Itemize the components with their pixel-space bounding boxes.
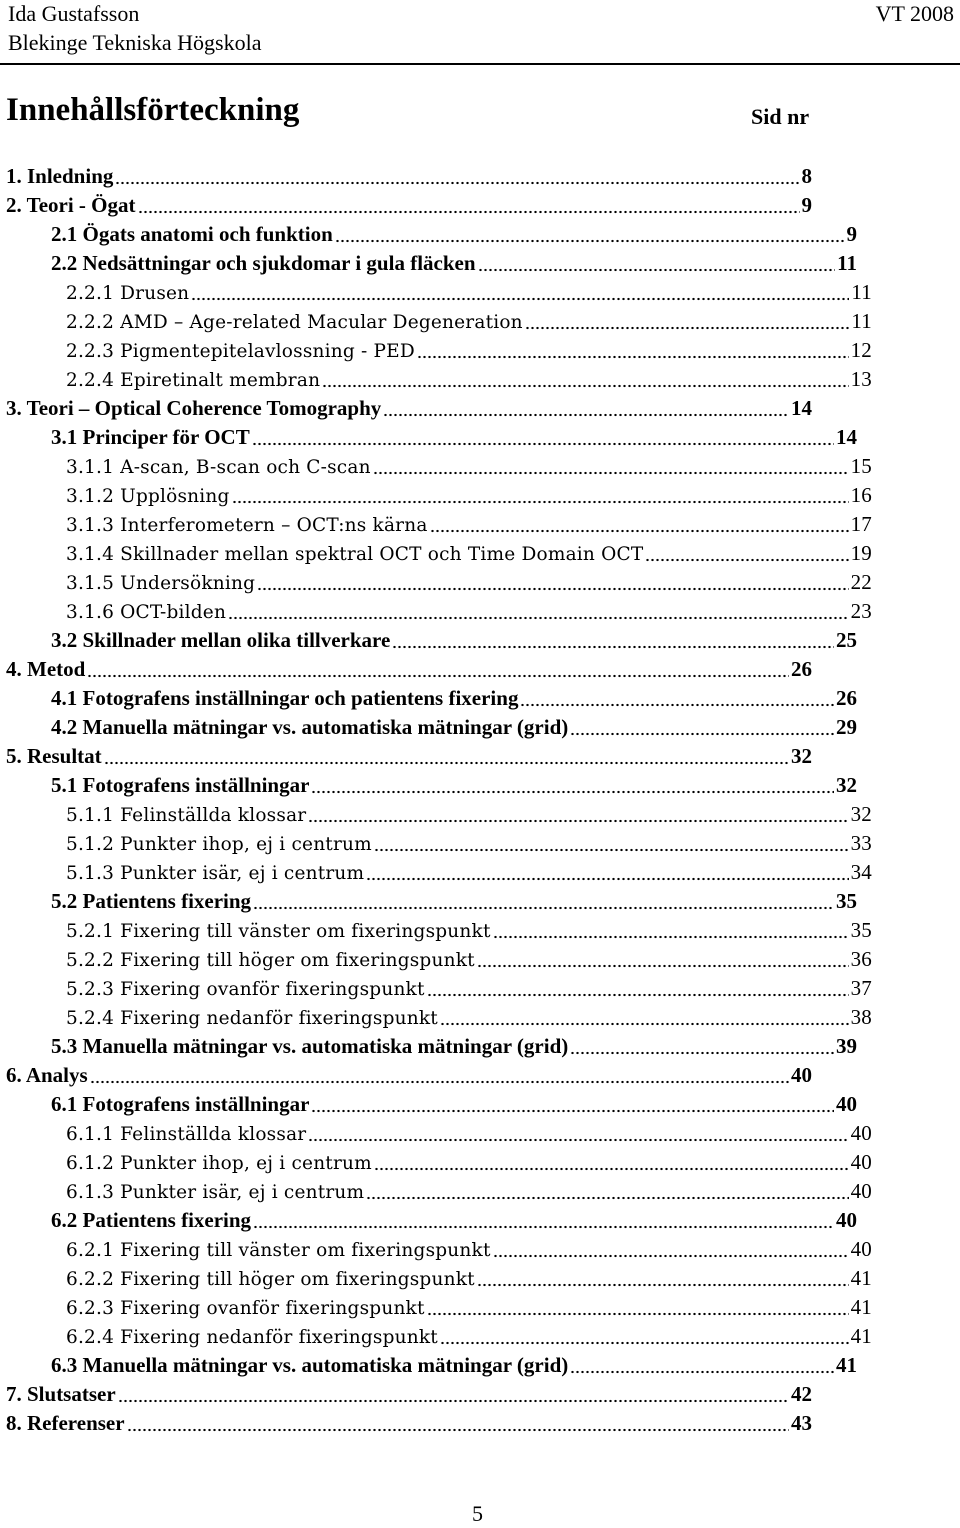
toc-entry[interactable]: [0, 510, 872, 539]
toc-dot-leader: [525, 312, 850, 330]
toc-entry-page: 14: [836, 425, 857, 449]
toc-entry[interactable]: [0, 945, 872, 974]
toc-dot-leader: [427, 979, 849, 997]
toc-entry[interactable]: [0, 829, 872, 858]
toc-dot-leader: [570, 1356, 834, 1374]
toc-dot-leader: [104, 747, 789, 765]
toc-entry[interactable]: [0, 249, 857, 278]
toc-entry-page: 14: [791, 396, 812, 420]
toc-entry-label: 5.2 Patientens fixering: [51, 889, 252, 913]
toc-dot-leader: [520, 689, 834, 707]
toc-dot-leader: [191, 283, 849, 301]
toc-dot-leader: [570, 718, 834, 736]
toc-entry[interactable]: [0, 1409, 812, 1438]
toc-entry[interactable]: [0, 452, 872, 481]
header-term: VT 2008: [875, 1, 954, 26]
toc-entry[interactable]: [0, 278, 872, 307]
toc-entry[interactable]: [0, 191, 812, 220]
toc-entry-label: 6.1 Fotografens inställningar: [51, 1092, 310, 1116]
toc-entry-page: 40: [850, 1121, 872, 1145]
toc-entry-label: 2.2 Nedsättningar och sjukdomar i gula fläcken: [51, 251, 476, 275]
toc-entry[interactable]: [0, 220, 857, 249]
toc-entry-page: 43: [791, 1411, 812, 1435]
toc-entry-label: 3.1 Principer för OCT: [51, 425, 250, 449]
toc-entry[interactable]: [0, 800, 872, 829]
toc-entry-page: 39: [836, 1034, 857, 1058]
toc-entry[interactable]: [0, 539, 872, 568]
toc-dot-leader: [118, 1385, 789, 1403]
toc-entry-label: 2.2.3 Pigmentepitelavlossning - PED: [66, 341, 415, 362]
toc-entry-page: 15: [850, 454, 872, 478]
toc-entry-label: 3.1.1 A-scan, B-scan och C-scan: [66, 457, 371, 478]
toc-dot-leader: [253, 892, 834, 910]
toc-dot-leader: [373, 457, 849, 475]
toc-entry-page: 35: [850, 918, 872, 942]
toc-dot-leader: [311, 1095, 834, 1113]
toc-entry-label: 5.1.3 Punkter isär, ej i centrum: [66, 863, 365, 884]
toc-dot-leader: [417, 341, 849, 359]
toc-entry[interactable]: [0, 916, 872, 945]
toc-dot-leader: [374, 834, 849, 852]
toc-dot-leader: [477, 950, 849, 968]
toc-entry-label: 5.2.3 Fixering ovanför fixeringspunkt: [66, 979, 425, 1000]
toc-entry-page: 11: [837, 251, 857, 275]
toc-entry-label: 6.2.3 Fixering ovanför fixeringspunkt: [66, 1298, 425, 1319]
toc-entry[interactable]: [0, 1293, 872, 1322]
toc-dot-leader: [228, 602, 849, 620]
toc-entry-page: 23: [850, 599, 872, 623]
toc-dot-leader: [87, 660, 789, 678]
toc-entry[interactable]: [0, 1032, 857, 1061]
toc-entry-label: 3.1.2 Upplösning: [66, 486, 230, 507]
toc-dot-leader: [477, 1269, 849, 1287]
toc-entry-page: 32: [850, 802, 872, 826]
toc-entry[interactable]: [0, 1003, 872, 1032]
toc-dot-leader: [115, 167, 799, 185]
toc-entry[interactable]: [0, 162, 812, 191]
toc-entry-page: 38: [850, 1005, 872, 1029]
toc-entry-page: 32: [791, 744, 812, 768]
toc-entry-page: 34: [850, 860, 872, 884]
toc-entry-label: 5. Resultat: [6, 744, 102, 768]
toc-entry-label: 3.1.3 Interferometern – OCT:ns kärna: [66, 515, 428, 536]
toc-dot-leader: [392, 631, 834, 649]
toc-entry-label: 7. Slutsatser: [6, 1382, 116, 1406]
toc-entry[interactable]: [0, 1061, 812, 1090]
toc-entry-page: 13: [850, 367, 872, 391]
toc-entry-page: 12: [850, 338, 872, 362]
toc-entry-page: 40: [850, 1237, 872, 1261]
toc-entry-label: 8. Referenser: [6, 1411, 125, 1435]
toc-entry[interactable]: [0, 1351, 857, 1380]
toc-entry-page: 17: [850, 512, 872, 536]
toc-entry[interactable]: [0, 1206, 857, 1235]
header-divider: [0, 63, 960, 65]
page-number: 5: [472, 1501, 483, 1526]
toc-entry-label: 5.2.4 Fixering nedanför fixeringspunkt: [66, 1008, 438, 1029]
toc-entry-page: 11: [851, 280, 872, 304]
toc-entry[interactable]: [0, 365, 872, 394]
toc-entry-label: 6.2.1 Fixering till vänster om fixeringspunkt: [66, 1240, 491, 1261]
header-author: Ida Gustafsson: [8, 1, 140, 26]
toc-dot-leader: [138, 196, 800, 214]
toc-entry-page: 40: [836, 1208, 857, 1232]
toc-entry[interactable]: [0, 742, 812, 771]
toc-entry[interactable]: [0, 336, 872, 365]
toc-entry-page: 41: [850, 1295, 872, 1319]
toc-entry-page: 25: [836, 628, 857, 652]
toc-entry[interactable]: [0, 655, 812, 684]
toc-entry[interactable]: [0, 771, 857, 800]
toc-entry-label: 4. Metod: [6, 657, 86, 681]
toc-entry-label: 6.2.2 Fixering till höger om fixeringspunkt: [66, 1269, 475, 1290]
toc-entry-label: 3.1.6 OCT-bilden: [66, 602, 227, 623]
toc-entry-label: 2.2.2 AMD – Age-related Macular Degeneration: [66, 312, 523, 333]
toc-entry[interactable]: [0, 1380, 812, 1409]
toc-entry-page: 41: [836, 1353, 857, 1377]
toc-dot-leader: [127, 1414, 789, 1432]
page-column-label: Sid nr: [751, 104, 810, 129]
toc-dot-leader: [430, 515, 849, 533]
toc-entry-page: 8: [801, 164, 812, 188]
toc-entry-page: 32: [836, 773, 857, 797]
toc-entry-label: 1. Inledning: [6, 164, 114, 188]
toc-dot-leader: [427, 1298, 849, 1316]
toc-dot-leader: [308, 1124, 848, 1142]
toc-entry[interactable]: [0, 481, 872, 510]
toc-dot-leader: [311, 776, 834, 794]
toc-entry-label: 6. Analys: [6, 1063, 88, 1087]
toc-dot-leader: [308, 805, 848, 823]
toc-entry-page: 16: [850, 483, 872, 507]
toc-entry[interactable]: [0, 1177, 872, 1206]
toc-entry-page: 41: [850, 1324, 872, 1348]
toc-entry[interactable]: [0, 568, 872, 597]
toc-entry-page: 19: [850, 541, 872, 565]
toc-dot-leader: [478, 254, 836, 272]
toc-dot-leader: [232, 486, 849, 504]
toc-entry[interactable]: [0, 1148, 872, 1177]
toc-entry[interactable]: [0, 887, 857, 916]
toc-dot-leader: [366, 1182, 848, 1200]
toc-entry-page: 40: [836, 1092, 857, 1116]
toc-entry-label: 6.3 Manuella mätningar vs. automatiska mätningar (grid): [51, 1353, 569, 1377]
toc-entry-page: 9: [846, 222, 857, 246]
toc-dot-leader: [383, 399, 789, 417]
toc-entry-page: 22: [850, 570, 872, 594]
toc-entry-page: 40: [850, 1179, 872, 1203]
toc-entry-page: 40: [791, 1063, 812, 1087]
toc-entry-page: 35: [836, 889, 857, 913]
toc-entry[interactable]: [0, 1322, 872, 1351]
toc-dot-leader: [374, 1153, 849, 1171]
toc-dot-leader: [440, 1327, 849, 1345]
toc-entry[interactable]: [0, 394, 812, 423]
toc-entry-page: 26: [791, 657, 812, 681]
toc-entry-label: 5.1 Fotografens inställningar: [51, 773, 310, 797]
toc-entry[interactable]: [0, 684, 857, 713]
toc-dot-leader: [645, 544, 848, 562]
toc-entry[interactable]: [0, 597, 872, 626]
toc-entry-page: 9: [801, 193, 812, 217]
table-of-contents: [0, 162, 960, 1438]
toc-entry-label: 6.1.2 Punkter ihop, ej i centrum: [66, 1153, 372, 1174]
toc-entry-label: 3. Teori – Optical Coherence Tomography: [6, 396, 382, 420]
toc-dot-leader: [440, 1008, 849, 1026]
toc-entry-label: 6.1.1 Felinställda klossar: [66, 1124, 307, 1145]
toc-entry-label: 6.2 Patientens fixering: [51, 1208, 252, 1232]
toc-entry[interactable]: [0, 858, 872, 887]
page-header: [0, 0, 960, 66]
toc-entry-label: 2.2.4 Epiretinalt membran: [66, 370, 321, 391]
header-school: Blekinge Tekniska Högskola: [8, 30, 262, 55]
toc-entry-label: 6.1.3 Punkter isär, ej i centrum: [66, 1182, 365, 1203]
toc-dot-leader: [257, 573, 848, 591]
toc-entry-label: 6.2.4 Fixering nedanför fixeringspunkt: [66, 1327, 438, 1348]
toc-entry-page: 37: [850, 976, 872, 1000]
toc-entry[interactable]: [0, 713, 857, 742]
toc-dot-leader: [570, 1037, 834, 1055]
toc-entry-label: 4.1 Fotografens inställningar och patientens fixering: [51, 686, 519, 710]
toc-entry-page: 40: [850, 1150, 872, 1174]
page-title: Innehållsförteckning: [6, 92, 300, 128]
toc-entry-page: 26: [836, 686, 857, 710]
toc-entry-page: 11: [851, 309, 872, 333]
toc-entry-label: 3.2 Skillnader mellan olika tillverkare: [51, 628, 391, 652]
toc-dot-leader: [322, 370, 848, 388]
toc-entry-page: 36: [850, 947, 872, 971]
toc-entry[interactable]: [0, 1264, 872, 1293]
toc-dot-leader: [335, 225, 845, 243]
toc-entry-label: 4.2 Manuella mätningar vs. automatiska mätningar (grid): [51, 715, 569, 739]
toc-entry-label: 2. Teori - Ögat: [6, 193, 136, 217]
toc-entry[interactable]: [0, 1235, 872, 1264]
toc-dot-leader: [493, 1240, 849, 1258]
toc-dot-leader: [366, 863, 848, 881]
toc-entry-label: 2.1 Ögats anatomi och funktion: [51, 222, 333, 246]
toc-entry[interactable]: [0, 423, 857, 452]
toc-entry[interactable]: [0, 1090, 857, 1119]
toc-dot-leader: [252, 428, 834, 446]
toc-entry[interactable]: [0, 307, 872, 336]
toc-entry-label: 3.1.5 Undersökning: [66, 573, 256, 594]
toc-dot-leader: [493, 921, 849, 939]
toc-entry-page: 33: [850, 831, 872, 855]
toc-entry-label: 5.2.1 Fixering till vänster om fixeringspunkt: [66, 921, 491, 942]
toc-dot-leader: [90, 1066, 789, 1084]
toc-entry-page: 41: [850, 1266, 872, 1290]
toc-entry-page: 29: [836, 715, 857, 739]
toc-entry-label: 5.1.2 Punkter ihop, ej i centrum: [66, 834, 372, 855]
toc-entry[interactable]: [0, 974, 872, 1003]
toc-entry-label: 3.1.4 Skillnader mellan spektral OCT och Time Domain OCT: [66, 544, 644, 565]
toc-entry-label: 5.2.2 Fixering till höger om fixeringspunkt: [66, 950, 475, 971]
toc-entry-label: 5.1.1 Felinställda klossar: [66, 805, 307, 826]
toc-dot-leader: [253, 1211, 834, 1229]
toc-entry[interactable]: [0, 1119, 872, 1148]
toc-entry-label: 5.3 Manuella mätningar vs. automatiska mätningar (grid): [51, 1034, 569, 1058]
toc-entry-label: 2.2.1 Drusen: [66, 283, 190, 304]
toc-entry-page: 42: [791, 1382, 812, 1406]
toc-entry[interactable]: [0, 626, 857, 655]
